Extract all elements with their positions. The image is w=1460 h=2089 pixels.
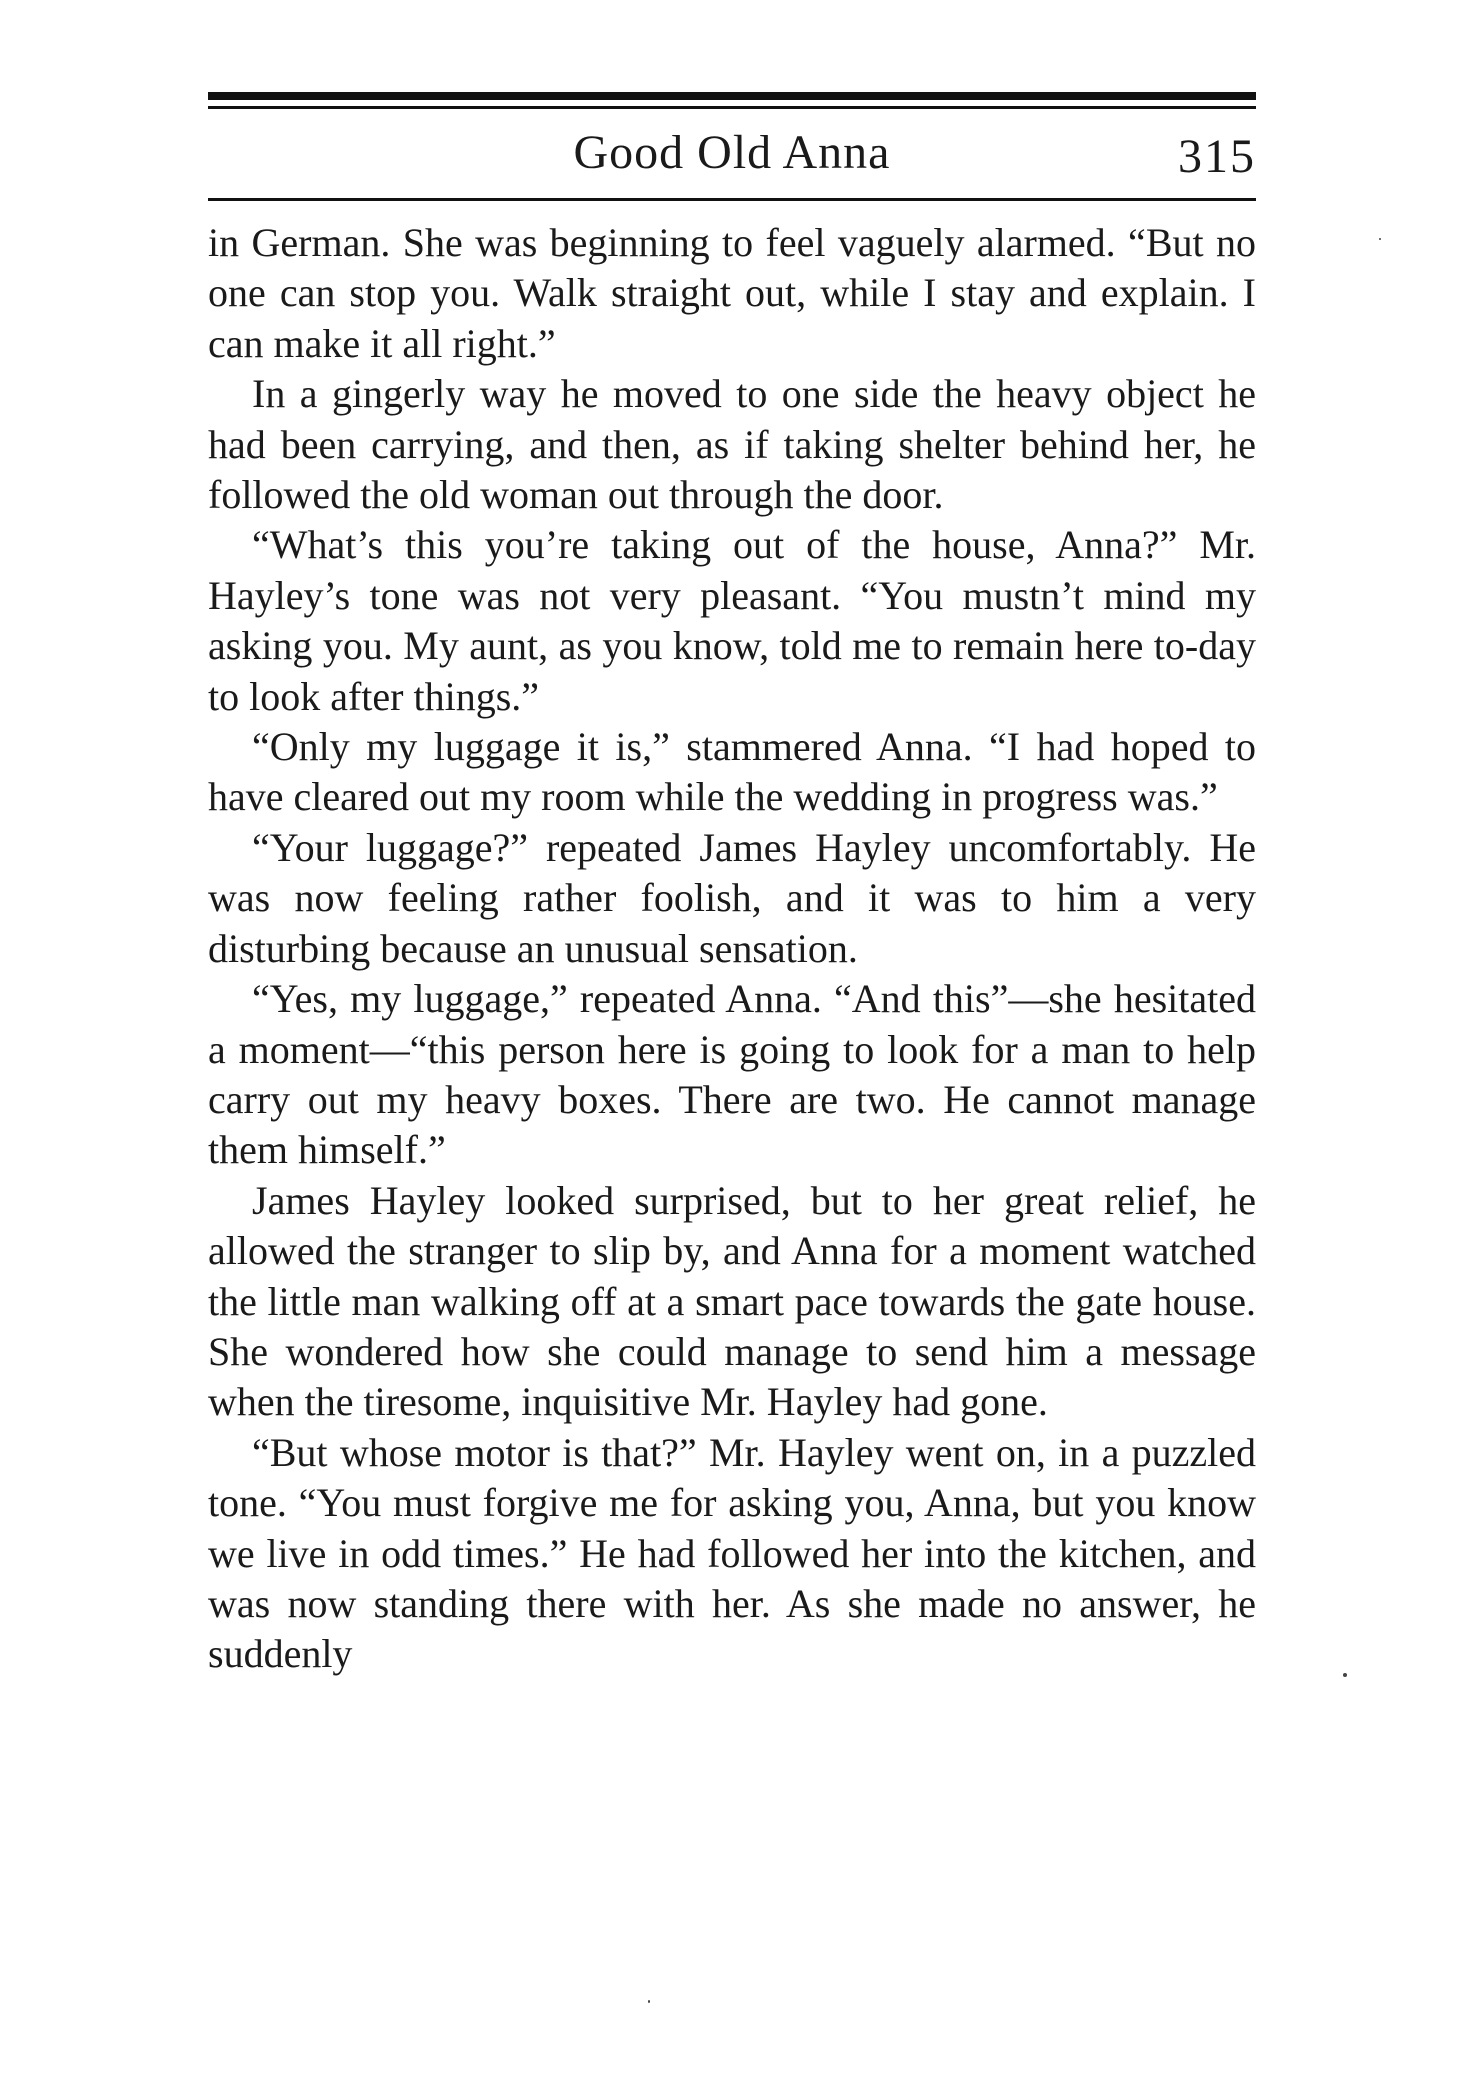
running-head (208, 118, 1256, 188)
paragraph-7: James Hayley looked surprised, but to her great relief, he allowed the stranger to slip by, and Anna for a moment watched the little man walking off at a smart pace towards the gate house. She wondered how she could manage to send him a message when the tiresome, inquisitive Mr. Hayley had gone. (208, 1177, 1256, 1425)
header-rule-bottom (208, 198, 1256, 201)
paragraph-5: “Your luggage?” repeated James Hayley uncomfortably. He was now feeling rather foolish, and it was to him a very disturbing because an unusual sensation. (208, 824, 1256, 971)
paragraph-3: “What’s this you’re taking out of the house, Anna?” Mr. Hayley’s tone was not very pleasant. “You mustn’t mind my asking you. My aunt, as you know, told me to remain here to-day to look after things.” (208, 522, 1256, 719)
page-number: 315 (1178, 130, 1256, 183)
header-rule-thin (208, 106, 1256, 109)
scan-speck (648, 2000, 650, 2003)
paragraph-4: “Only my luggage it is,” stammered Anna. “I had hoped to have cleared out my room while the wedding in progress was.” (208, 724, 1256, 820)
header-rule-thick (208, 92, 1256, 100)
scan-speck (1379, 238, 1381, 240)
scan-speck (1343, 1673, 1347, 1677)
paragraph-8: “But whose motor is that?” Mr. Hayley went on, in a puzzled tone. “You must forgive me for asking you, Anna, but you know we live in odd times.” He had followed her into the kitchen, and was now standing there with her. As she made no answer, he suddenly (208, 1429, 1256, 1677)
body-text (208, 218, 1256, 1680)
paragraph-2: In a gingerly way he moved to one side the heavy object he had been carrying, and then, as if taking shelter behind her, he followed the old woman out through the door. (208, 371, 1256, 518)
paragraph-6: “Yes, my luggage,” repeated Anna. “And this”—she hesitated a moment—“this person here is going to look for a man to help carry out my heavy boxes. There are two. He cannot manage them himself.” (208, 976, 1256, 1173)
paragraph-1: in German. She was beginning to feel vaguely alarmed. “But no one can stop you. Walk straight out, while I stay and explain. I can make it all right.” (208, 220, 1256, 366)
running-title: Good Old Anna (573, 126, 891, 179)
